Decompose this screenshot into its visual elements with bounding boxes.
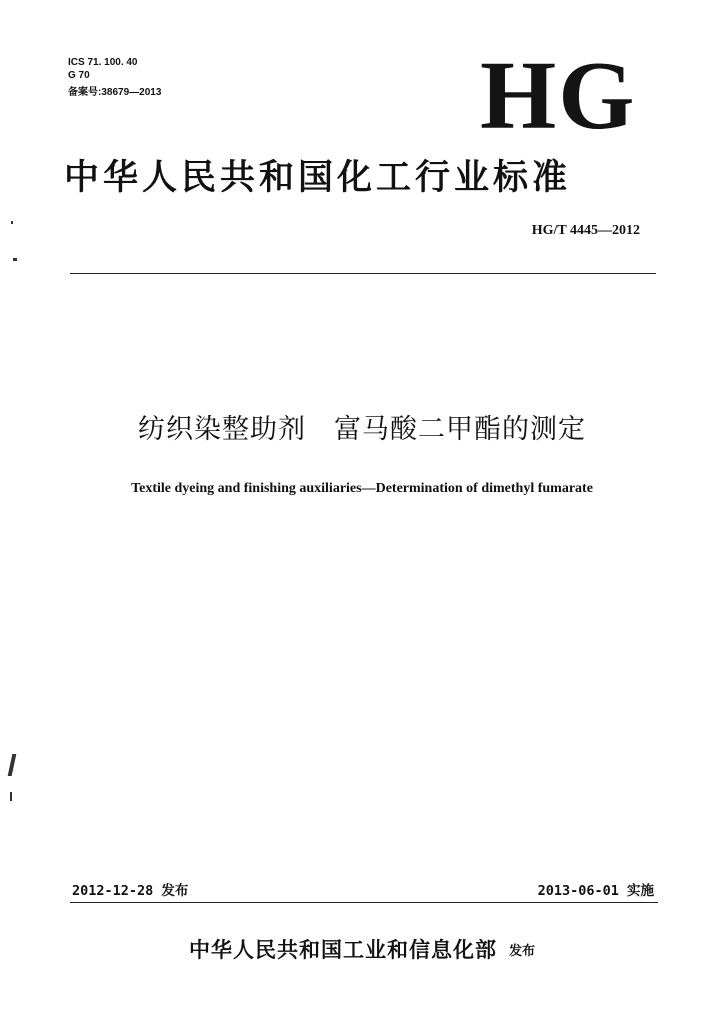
- scan-mark: [11, 221, 13, 224]
- scan-mark: [8, 754, 17, 776]
- scan-mark: [10, 792, 12, 801]
- document-title-chinese: 纺织染整助剂 富马酸二甲酯的测定: [138, 414, 586, 445]
- classification-code: G 70: [68, 70, 90, 81]
- publisher-line: [0, 934, 724, 964]
- issue-date: 2012-12-28 发布: [72, 883, 189, 899]
- hg-logo: HG: [480, 42, 637, 150]
- top-divider: [70, 273, 656, 274]
- document-title-english: Textile dyeing and finishing auxiliaries—Determination of dimethyl fumarate: [131, 481, 593, 496]
- publisher-name: 中华人民共和国工业和信息化部: [188, 937, 497, 962]
- ics-code: ICS 71. 100. 40: [68, 57, 138, 68]
- standard-title: 中华人民共和国化工行业标准: [64, 158, 572, 198]
- record-number: 备案号:38679—2013: [68, 87, 162, 98]
- publisher-verb: 发布: [508, 944, 535, 959]
- standard-code: HG/T 4445—2012: [531, 223, 640, 238]
- implementation-date: 2013-06-01 实施: [537, 883, 654, 899]
- bottom-divider: [70, 902, 658, 903]
- scan-mark: [13, 258, 17, 261]
